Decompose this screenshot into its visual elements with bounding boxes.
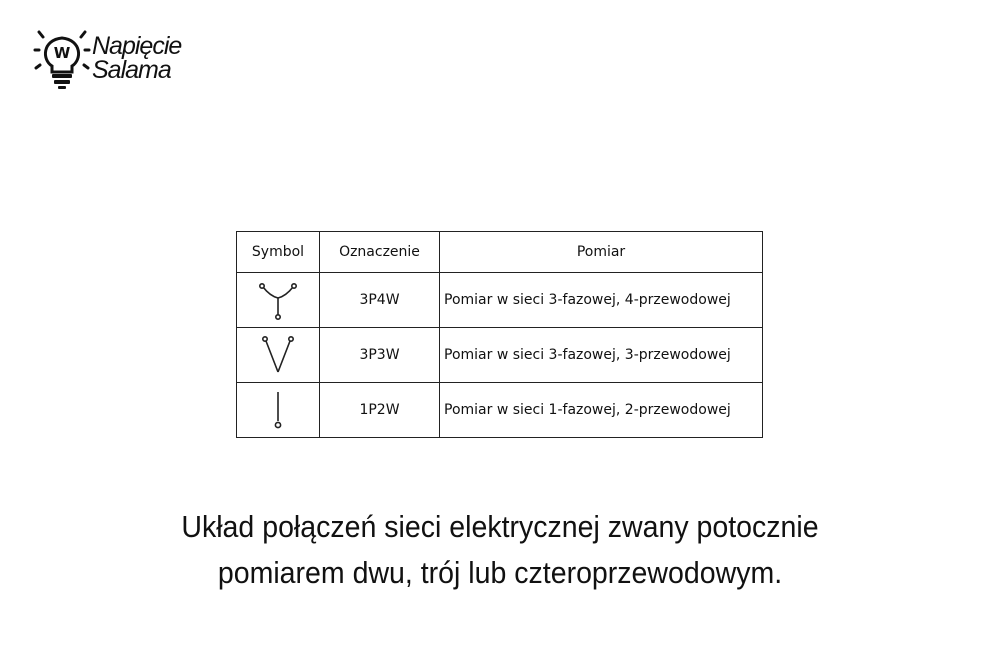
svg-text:W: W	[53, 44, 71, 62]
caption	[40, 504, 960, 596]
table-row	[237, 328, 763, 383]
header-code: Oznaczenie	[320, 232, 440, 273]
light-bulb-w-icon	[30, 26, 94, 92]
symbol-cell	[237, 383, 320, 438]
description-cell: Pomiar w sieci 3-fazowej, 4-przewodowej	[440, 273, 763, 328]
v-connection-icon	[258, 334, 298, 376]
connection-table	[236, 231, 763, 438]
brand-name	[92, 34, 181, 82]
brand-name-line1: Napięcie	[92, 32, 182, 60]
table-row	[237, 383, 763, 438]
symbol-cell	[237, 273, 320, 328]
symbol-cell	[237, 328, 320, 383]
table-row	[237, 273, 763, 328]
caption-line2: pomiarem dwu, trój lub czteroprzewodowym.	[217, 555, 783, 590]
description-cell: Pomiar w sieci 1-fazowej, 2-przewodowej	[440, 383, 763, 438]
table-header-row	[237, 232, 763, 273]
brand-logo	[30, 26, 220, 92]
star-y-connection-icon	[258, 280, 298, 320]
header-symbol: Symbol	[237, 232, 320, 273]
code-cell: 3P4W	[320, 273, 440, 328]
caption-line1: Układ połączeń sieci elektrycznej zwany potocznie	[181, 509, 819, 544]
code-cell: 1P2W	[320, 383, 440, 438]
single-line-connection-icon	[268, 389, 288, 431]
brand-name-line2: Salama	[92, 56, 171, 84]
header-measurement: Pomiar	[440, 232, 763, 273]
code-cell: 3P3W	[320, 328, 440, 383]
description-cell: Pomiar w sieci 3-fazowej, 3-przewodowej	[440, 328, 763, 383]
